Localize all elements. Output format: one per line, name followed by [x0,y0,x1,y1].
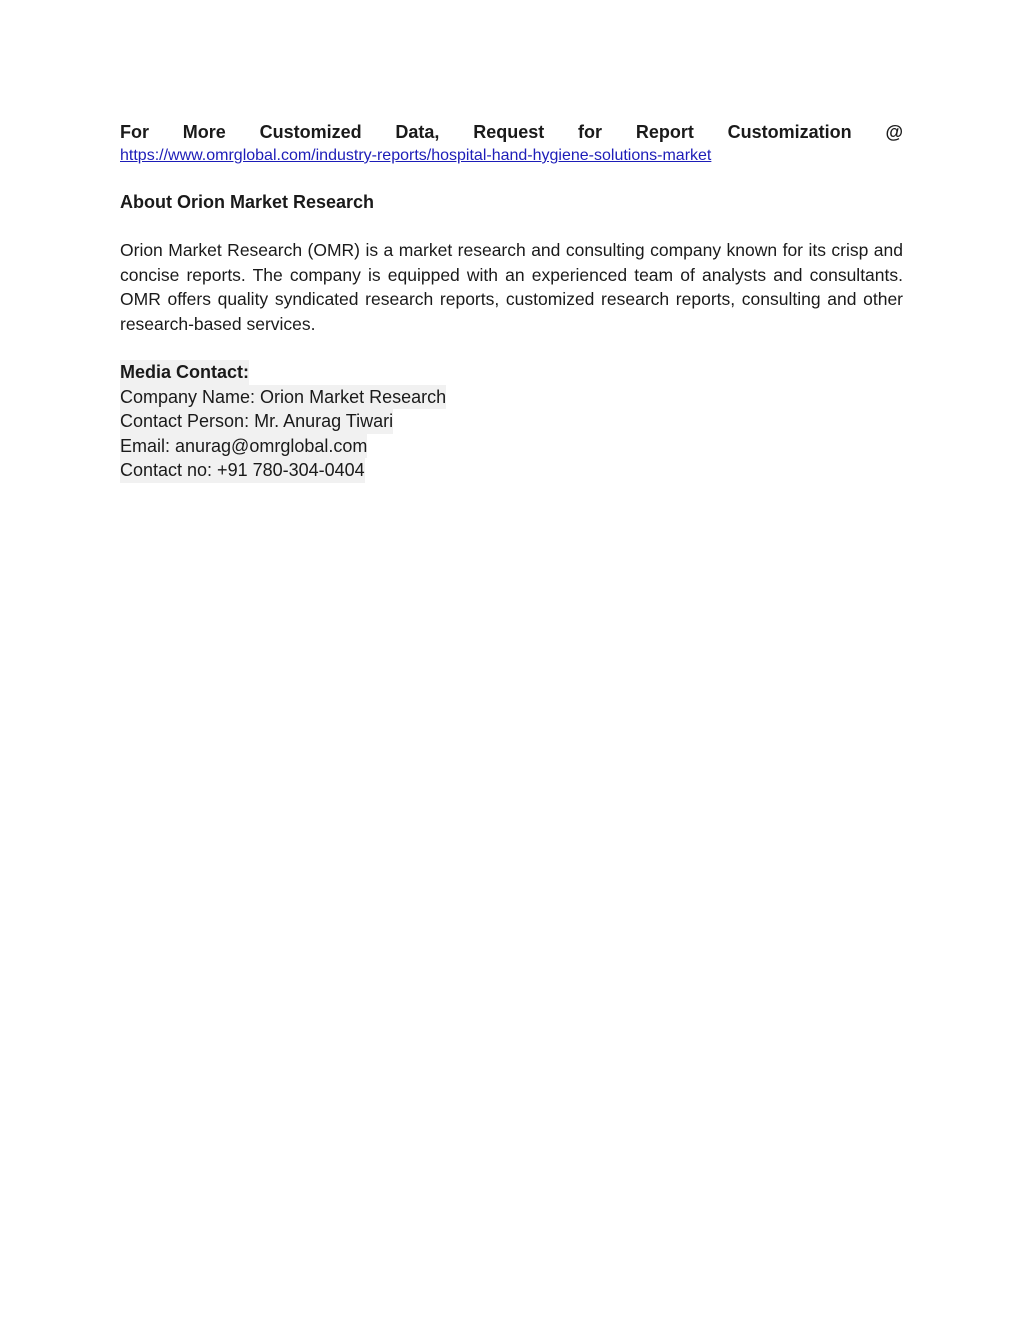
about-paragraph: Orion Market Research (OMR) is a market research and consulting company known for its crisp and concise reports. The company is equipped with an experienced team of analysts and consultants. OMR offers quality syndicated research reports, customized research reports, consulting and other research-based services. [120,240,903,334]
media-contact-title: Media Contact: [120,360,249,385]
document-page [120,120,903,483]
contact-phone: Contact no: +91 780-304-0404 [120,458,365,483]
customization-word: Report [635,122,694,142]
customization-word: For [120,122,149,142]
customization-word: for [578,122,603,142]
customization-word: More [182,122,226,142]
customization-word: @ [885,122,903,142]
about-heading: About Orion Market Research [120,192,375,212]
customization-word: Request [473,122,545,142]
customization-request-line [120,120,903,144]
media-contact-block [120,360,903,483]
customization-word: Customized [259,122,362,142]
report-customization-link[interactable]: https://www.omrglobal.com/industry-reports/hospital-hand-hygiene-solutions-market [120,147,712,164]
contact-email: Email: anurag@omrglobal.com [120,434,367,459]
customization-word: Data, [395,122,440,142]
customization-word: Customization [727,122,852,142]
company-name: Company Name: Orion Market Research [120,385,446,410]
contact-person: Contact Person: Mr. Anurag Tiwari [120,409,393,434]
